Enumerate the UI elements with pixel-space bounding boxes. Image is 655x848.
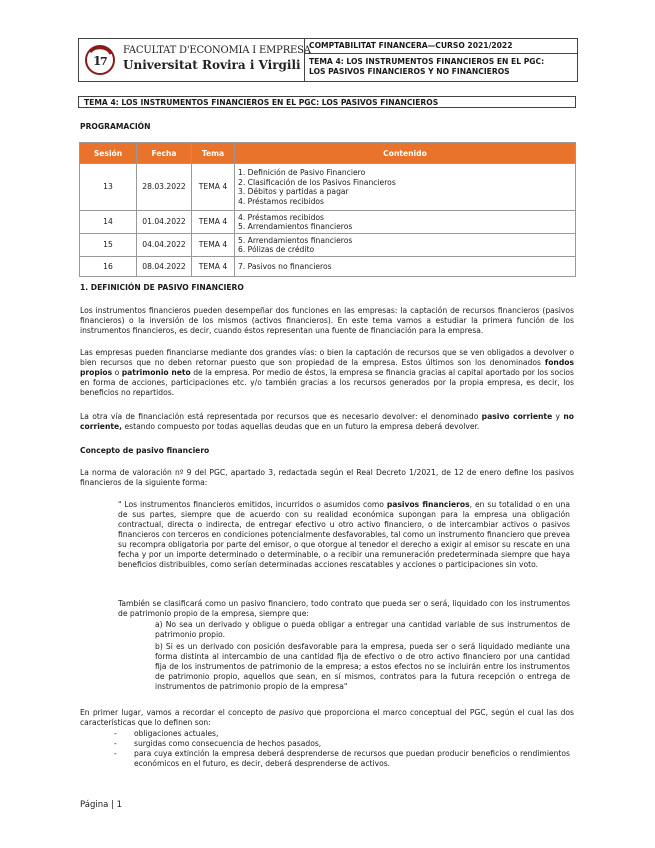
- quote-paragraph-2: También se clasificará como un pasivo financiero, todo contrato que pueda ser o será, liquidado con los instrumentos de patrimonio propio de la empresa, siempre que:: [118, 599, 570, 618]
- cell-fecha: 08.04.2022: [137, 257, 192, 277]
- bullet-list: [80, 729, 570, 769]
- urv-emblem-icon: [83, 40, 123, 80]
- bold-term: pasivo corriente: [481, 412, 553, 421]
- paragraph-1: Los instrumentos financieros pueden desempeñar dos funciones en las empresas: la captación de recursos financieros (pasivos financieros) o la inversión de los mismos (activos financieros). En este tema vamos a estudiar la primera función de los instrumentos financieros, es decir, cuando éstos representan una fuente de financiación para la empresa.: [80, 306, 574, 335]
- cell-contenido: [235, 257, 576, 277]
- bold-term: fondos propios: [80, 358, 574, 377]
- content-line: 6. Pólizas de crédito: [238, 245, 315, 254]
- paragraph-2: [80, 348, 574, 398]
- bold-term: no corriente,: [80, 412, 574, 431]
- section-heading: 1. DEFINICIÓN DE PASIVO FINANCIERO: [80, 283, 244, 292]
- cell-contenido: [235, 164, 576, 211]
- col-header-sesion: Sesión: [80, 143, 137, 164]
- text-span: que proporciona el marco conceptual del PGC, según el cual las dos características que lo definen son:: [80, 708, 574, 727]
- list-item: - surgidas como consecuencia de hechos pasados,: [80, 739, 570, 749]
- cell-fecha: 04.04.2022: [137, 234, 192, 257]
- svg-text:1: 1: [93, 54, 102, 68]
- cell-tema: TEMA 4: [192, 257, 235, 277]
- text-span: " Los instrumentos financieros emitidos, incurridos o asumidos como: [118, 500, 387, 509]
- col-header-contenido: Contenido: [235, 143, 576, 164]
- cell-fecha: 01.04.2022: [137, 211, 192, 234]
- list-item: - obligaciones actuales,: [80, 729, 570, 739]
- course-title: COMPTABILITAT FINANCERA—CURSO 2021/2022: [309, 41, 513, 50]
- topic-line-1: TEMA 4: LOS INSTRUMENTOS FINANCIEROS EN EL PGC:: [309, 57, 545, 66]
- page-number: Página | 1: [80, 800, 122, 810]
- bold-term: pasivos financieros: [386, 500, 470, 509]
- cell-tema: TEMA 4: [192, 164, 235, 211]
- cell-tema: TEMA 4: [192, 234, 235, 257]
- table-row: [80, 211, 576, 234]
- text-span: , en su totalidad o en una de sus partes, siempre que de acuerdo con su realidad económica supongan para la empresa una obligación contractual, directa o indirecta, de entregar efectivo u otro activo financiero, o de intercambiar activos o pasivos financieros con terceros en condiciones potencialmente desfavorables, tal como un instrumento financiero que prevea su recompra obligatoria por parte del emisor, o que otorgue al tenedor el derecho a exigir al emisor su rescate en una fecha y por un importe determinado o determinable, o a recibir una remuneración predeterminada siempre que haya beneficios distribuibles, como serían determinadas acciones rescatables y acciones o participaciones sin voto.: [118, 500, 570, 569]
- content-line: 7. Pasivos no financieros: [238, 261, 332, 271]
- list-item: - para cuya extinción la empresa deberá desprenderse de recursos que puedan producir beneficios o rendimientos económicos en el futuro, es decir, deberá desprenderse de activos.: [80, 749, 570, 769]
- text-span: estando compuesto por todas aquellas deudas que en un futuro la empresa deberá devolver.: [122, 422, 480, 431]
- programacion-heading: PROGRAMACIÓN: [80, 122, 151, 131]
- content-line: 4. Préstamos recibidos: [238, 212, 324, 222]
- topic-cell: [305, 54, 577, 81]
- cell-fecha: 28.03.2022: [137, 164, 192, 211]
- page-title: TEMA 4: LOS INSTRUMENTOS FINANCIEROS EN EL PGC: LOS PASIVOS FINANCIEROS: [78, 96, 576, 108]
- italic-term: pasivo: [278, 708, 304, 717]
- cell-contenido: [235, 211, 576, 234]
- cell-sesion: 14: [80, 211, 137, 234]
- text-span: En primer lugar, vamos a recordar el concepto de: [80, 708, 279, 717]
- quote-item-a: a) No sea un derivado y obligue o pueda obligar a entregar una cantidad variable de sus instrumentos de patrimonio propio.: [155, 620, 570, 639]
- cell-sesion: 13: [80, 164, 137, 211]
- text-span: y: [552, 412, 564, 421]
- table-header-row: [80, 143, 576, 164]
- schedule-table: [79, 142, 576, 277]
- table-row: [80, 164, 576, 211]
- content-line: 4. Préstamos recibidos: [238, 196, 324, 206]
- cell-sesion: 16: [80, 257, 137, 277]
- course-cell: [305, 39, 577, 54]
- text-span: Las empresas pueden financiarse mediante dos grandes vías: o bien la captación de recursos que se ven obligados a devolver o bien recursos que no deben retornar puesto que son propiedad de la empresa. Estos últimos son los denominados: [80, 348, 574, 367]
- paragraph-4: La norma de valoración nº 9 del PGC, apartado 3, redactada según el Real Decreto 1/2021, de 12 de enero define los pasivos financieros de la siguiente forma:: [80, 468, 574, 487]
- col-header-tema: Tema: [192, 143, 235, 164]
- text-span: de la empresa. Por medio de éstos, la empresa se financia gracias al capital aportado por los socios en forma de acciones, participaciones etc. y/o también gracias a los recursos generados por la propia empresa, es decir, los beneficios no repartidos.: [80, 368, 574, 397]
- subheading: Concepto de pasivo financiero: [80, 446, 210, 455]
- content-line: 5. Arrendamientos financieros: [238, 235, 353, 245]
- content-line: 3. Débitos y partidas a pagar: [238, 187, 349, 196]
- cell-tema: TEMA 4: [192, 211, 235, 234]
- svg-text:7: 7: [100, 55, 108, 68]
- faculty-name: FACULTAT D'ECONOMIA I EMPRESA: [123, 45, 311, 56]
- topic-line-2: LOS PASIVOS FINANCIEROS Y NO FINANCIEROS: [309, 67, 510, 76]
- quote-paragraph-1: [118, 500, 570, 570]
- university-name: Universitat Rovira i Virgili: [123, 58, 301, 72]
- paragraph-3: [80, 412, 574, 432]
- page-header: [78, 38, 578, 82]
- quote-item-b: b) Si es un derivado con posición desfavorable para la empresa, pueda ser o será liquidado mediante una forma distinta al intercambio de una cantidad fija de efectivo o de otro activo financiero por una cantidad fija de los instrumentos de patrimonio de la empresa; a estos efectos no se incluirán entre los instrumentos de patrimonio propio, aquellos que sean, en sí mismos, contratos para la futura recepción o entrega de instrumentos de patrimonio propio de la empresa": [155, 642, 570, 691]
- content-line: 5. Arrendamientos financieros: [238, 222, 353, 231]
- content-line: 2. Clasificación de los Pasivos Financieros: [238, 177, 396, 187]
- text-span: o: [112, 368, 122, 377]
- table-row: [80, 257, 576, 277]
- university-logo: [79, 39, 311, 81]
- cell-sesion: 15: [80, 234, 137, 257]
- paragraph-5: [80, 708, 574, 728]
- text-span: La otra vía de financiación está representada por recursos que es necesario devolver: el denominado: [80, 412, 482, 421]
- bold-term: patrimonio neto: [121, 368, 191, 377]
- content-line: 1. Definición de Pasivo Financiero: [238, 168, 366, 177]
- col-header-fecha: Fecha: [137, 143, 192, 164]
- table-row: [80, 234, 576, 257]
- cell-contenido: [235, 234, 576, 257]
